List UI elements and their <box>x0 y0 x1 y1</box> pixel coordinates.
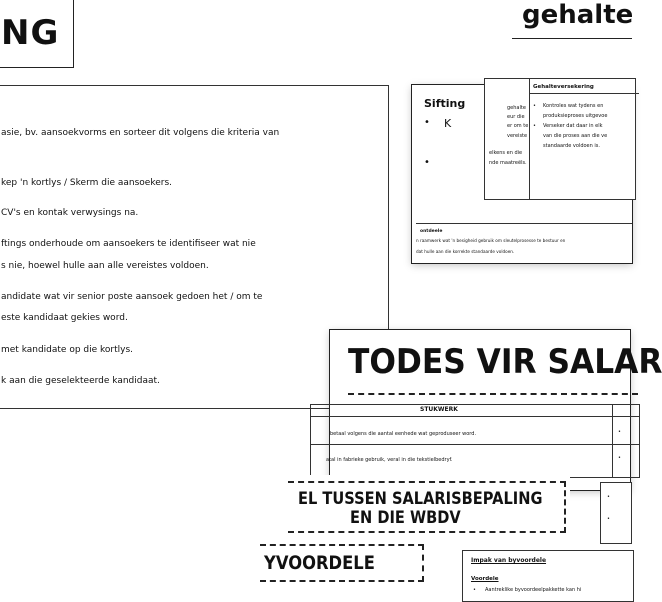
salary-title: TODES VIR SALAR <box>348 342 662 382</box>
bullet-icon: • <box>424 117 430 128</box>
bullet-icon: • <box>533 103 536 109</box>
step-line: asie, bv. aansoekvorms en sorteer dit volgens die kriteria van <box>1 128 280 138</box>
step-line: met kandidate op die kortlys. <box>1 345 134 355</box>
bullet-icon: • <box>533 123 536 129</box>
salary-title-dash <box>348 393 638 395</box>
quality-overlay-sheet <box>484 78 636 200</box>
advantages-text: Aantreklike byvoordeelpakkette kan hi <box>485 587 582 593</box>
fragment: elkens en die <box>489 150 523 156</box>
sifting-bullet-text: K <box>444 117 452 130</box>
salary-row: betaal volgens die aantal eenhede wat geproduseer word. <box>330 431 477 437</box>
bullet-icon: • <box>607 494 610 500</box>
advantages-label: Voordele <box>471 576 499 582</box>
link-card <box>288 475 570 535</box>
fragment: vereiste <box>507 133 528 139</box>
subtitle-text: gehalte <box>522 0 634 30</box>
quality-col-header: Gehalteversekering <box>533 84 594 90</box>
quality-item: Verseker dat daar in elk <box>543 123 603 129</box>
quality-item: produksieproses uitgevoe <box>543 113 608 119</box>
step-line: kep 'n kortlys / Skerm die aansoekers. <box>1 178 173 188</box>
step-line: k aan die geselekteerde kandidaat. <box>1 376 160 386</box>
salary-row: atal in fabrieke gebruik, veral in die tekstielbedryf. <box>326 457 453 463</box>
bullet-icon: • <box>618 455 621 461</box>
title-fragment: NG <box>1 13 60 53</box>
step-line: ftings onderhoude om aansoekers te identifiseer wat nie <box>1 239 256 249</box>
quality-item: van die proses aan die ve <box>543 133 608 139</box>
bullet-icon: • <box>424 157 430 168</box>
title-box <box>0 0 74 68</box>
link-line-2: EN DIE WBDV <box>350 508 461 528</box>
bullet-icon: • <box>473 587 476 593</box>
bullet-icon: • <box>607 516 610 522</box>
quality-item: standaarde voldoen is. <box>543 143 600 149</box>
step-line: andidate wat vir senior poste aansoek gedoen het / om te <box>1 292 263 302</box>
quality-item: Kontroles wat tydens en <box>543 103 604 109</box>
impact-heading: Impak van byvoordele <box>471 557 547 564</box>
fragment: nde maatreëls. <box>489 160 527 166</box>
sifting-heading: Sifting <box>424 97 466 110</box>
subtitle-underline <box>512 38 632 39</box>
bullet-icon: • <box>618 429 621 435</box>
footer-line: n raamwerk wat 'n besigheid gebruik om sleutelprosesse te bestuur en <box>416 238 566 243</box>
benefits-title: YVOORDELE <box>264 552 375 574</box>
quality-card <box>412 85 632 263</box>
step-line: s nie, hoewel hulle aan alle vereistes voldoen. <box>1 261 209 271</box>
footer-line: dat hulle aan die korrekte standaarde voldoen. <box>416 249 515 254</box>
fragment: gehalte <box>507 105 526 111</box>
step-line: este kandidaat gekies word. <box>1 313 128 323</box>
benefits-card <box>260 544 460 584</box>
fragment: eur die <box>507 114 525 120</box>
side-bullet-box <box>600 482 632 544</box>
impact-card <box>462 550 634 602</box>
salary-card <box>326 330 662 490</box>
link-line-1: EL TUSSEN SALARISBEPALING <box>298 489 543 509</box>
subtitle-right <box>510 0 634 42</box>
fragment: er om te <box>507 123 529 129</box>
step-line: CV's en kontak verwysings na. <box>1 208 139 218</box>
salary-col-header: STUKWERK <box>420 406 458 413</box>
quality-footer-rule <box>416 223 632 224</box>
footer-label: ontdeele <box>420 229 443 234</box>
